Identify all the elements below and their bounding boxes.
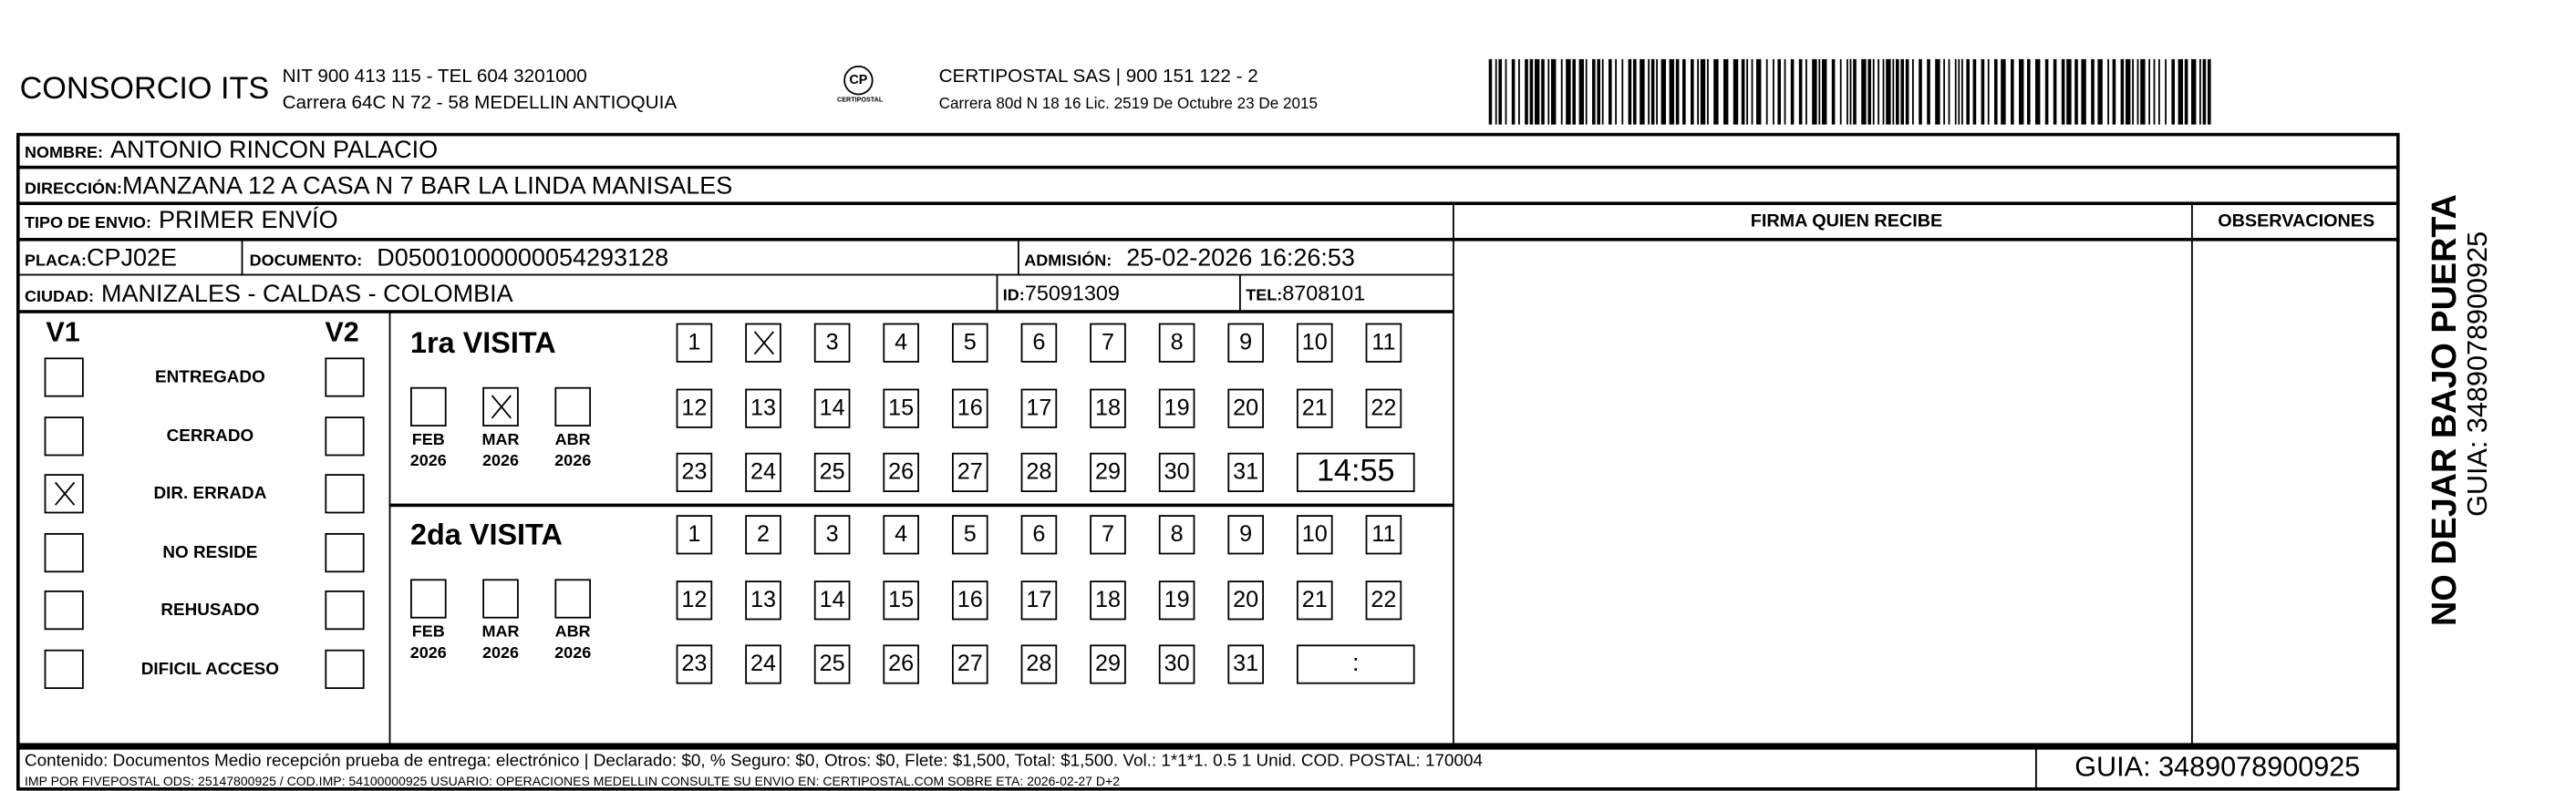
month-checkbox[interactable]: [482, 387, 519, 426]
barcode-bar: [1873, 59, 1875, 125]
v1-checkbox[interactable]: [45, 532, 84, 571]
barcode-bar: [1701, 59, 1705, 125]
month-checkbox[interactable]: [554, 387, 591, 426]
barcode-bar: [1525, 59, 1528, 125]
day-box[interactable]: 16: [952, 388, 988, 427]
barcode-bar: [2178, 59, 2183, 125]
barcode-bar: [1766, 59, 1768, 125]
day-box[interactable]: 17: [1021, 388, 1058, 427]
barcode-bar: [2126, 59, 2130, 125]
day-box[interactable]: 20: [1227, 580, 1264, 619]
status-label: ENTREGADO: [155, 367, 265, 387]
barcode-bar: [2035, 59, 2040, 125]
v2-checkbox[interactable]: [325, 474, 364, 513]
side-warning: NO DEJAR BAJO PUERTA: [2426, 194, 2464, 626]
day-box[interactable]: [745, 324, 781, 363]
day-box[interactable]: 30: [1159, 644, 1195, 683]
direccion-field: DIRECCIÓN:MANZANA 12 A CASA N 7 BAR LA LINDA MANISALES: [25, 172, 733, 200]
barcode-bar: [2097, 59, 2102, 125]
day-box[interactable]: 27: [952, 453, 988, 492]
barcode-bar: [1535, 59, 1539, 125]
barcode-bar: [1973, 59, 1977, 125]
day-box[interactable]: 7: [1090, 515, 1126, 554]
status-label: NO RESIDE: [162, 541, 258, 562]
barcode-bar: [1697, 59, 1699, 125]
day-box[interactable]: 1: [677, 324, 713, 363]
day-box[interactable]: 1: [677, 515, 713, 554]
barcode-bar: [1629, 59, 1632, 125]
barcode-bar: [2081, 59, 2085, 125]
barcode-bar: [1927, 59, 1930, 125]
barcode-bar: [2062, 59, 2065, 125]
barcode-bar: [1579, 59, 1584, 125]
nombre-field: NOMBRE: ANTONIO RINCON PALACIO: [25, 136, 439, 164]
day-box[interactable]: 8: [1159, 515, 1195, 554]
day-box[interactable]: 18: [1090, 580, 1126, 619]
v2-checkbox[interactable]: [325, 532, 364, 571]
status-label: CERRADO: [166, 426, 254, 446]
barcode-bar: [1958, 59, 1960, 125]
day-box[interactable]: 30: [1159, 453, 1195, 492]
day-box[interactable]: 22: [1366, 388, 1402, 427]
v1-header: V1: [46, 316, 80, 348]
barcode-bar: [1586, 59, 1588, 125]
time-box[interactable]: :: [1297, 644, 1415, 683]
barcode-bar: [2027, 59, 2031, 125]
day-box[interactable]: 28: [1021, 644, 1058, 683]
barcode-bar: [2158, 59, 2160, 125]
barcode-bar: [1791, 59, 1795, 125]
barcode-bar: [1661, 59, 1666, 125]
month-label: ABR 2026: [554, 623, 592, 663]
company-address: Carrera 64C N 72 - 58 MEDELLIN ANTIOQUIA: [282, 93, 678, 114]
barcode-bar: [1742, 59, 1745, 125]
day-box[interactable]: 13: [745, 388, 781, 427]
carrier-address: Carrera 80d N 18 16 Lic. 2519 De Octubre 23 De 2015: [938, 95, 1319, 114]
day-box[interactable]: 18: [1090, 388, 1126, 427]
day-box[interactable]: 26: [883, 453, 919, 492]
day-box[interactable]: 9: [1227, 515, 1264, 554]
barcode-bar: [1812, 59, 1816, 125]
barcode-bar: [2011, 59, 2014, 125]
status-label: REHUSADO: [160, 600, 260, 621]
barcode-bar: [1691, 59, 1694, 125]
barcode-bar: [1640, 59, 1644, 125]
barcode-bar: [1489, 59, 1493, 125]
day-box[interactable]: 29: [1090, 644, 1126, 683]
barcode-bar: [1733, 59, 1738, 125]
barcode-bar: [2019, 59, 2023, 125]
barcode-bar: [2154, 59, 2156, 125]
v2-checkbox[interactable]: [325, 649, 364, 688]
barcode-bar: [1541, 59, 1545, 125]
tel-field: TEL:8708101: [1246, 280, 1366, 305]
barcode-bar: [1847, 59, 1848, 125]
barcode-bar: [1547, 59, 1549, 125]
day-box[interactable]: 26: [883, 644, 919, 683]
barcode-bar: [1621, 59, 1623, 125]
barcode-bar: [2185, 59, 2188, 125]
footer-print-line: IMP POR FIVEPOSTAL ODS: 25147800925 / COD.IMP: 54100000925 USUARIO: OPERACIONES MEDELLIN CONSULTE SU ENVIO EN: CERTIPOSTAL.COM SOBRE ETA: 2026-02-27 D+2: [25, 774, 1121, 789]
day-box[interactable]: 4: [883, 515, 919, 554]
barcode-bar: [1597, 59, 1600, 125]
month-label: FEB 2026: [409, 623, 447, 663]
barcode-bar: [2148, 59, 2150, 125]
barcode-bar: [1615, 59, 1617, 125]
barcode-bar: [2001, 59, 2005, 125]
barcode-bar: [2074, 59, 2078, 125]
barcode-bar: [1840, 59, 1842, 125]
month-label: MAR 2026: [481, 623, 520, 663]
day-box[interactable]: 5: [952, 515, 988, 554]
barcode-bar: [1966, 59, 1970, 125]
day-box[interactable]: 14: [814, 388, 851, 427]
day-box[interactable]: 10: [1297, 324, 1333, 363]
day-box[interactable]: 14: [814, 580, 851, 619]
barcode-bar: [2203, 59, 2207, 125]
barcode-bar: [2054, 59, 2057, 125]
documento-field: DOCUMENTO: D05001000000054293128: [249, 244, 669, 272]
id-field: ID:75091309: [1002, 280, 1120, 305]
barcode: [1489, 59, 2218, 125]
day-box[interactable]: 3: [814, 324, 851, 363]
day-box[interactable]: 23: [677, 644, 713, 683]
day-box[interactable]: 27: [952, 644, 988, 683]
v2-checkbox[interactable]: [325, 357, 364, 396]
day-box[interactable]: 4: [883, 324, 919, 363]
barcode-bar: [1498, 59, 1502, 125]
company-name: CONSORCIO ITS: [19, 72, 270, 107]
barcode-bar: [1883, 59, 1885, 125]
month-label: ABR 2026: [554, 431, 592, 471]
placa-field: PLACA:CPJ02E: [25, 244, 178, 272]
barcode-bar: [1896, 59, 1899, 125]
day-box[interactable]: 21: [1297, 388, 1333, 427]
barcode-bar: [1670, 59, 1674, 125]
visit-title: 2da VISITA: [410, 518, 563, 551]
barcode-bar: [1961, 59, 1963, 125]
day-box[interactable]: 16: [952, 580, 988, 619]
barcode-bar: [1822, 59, 1826, 125]
barcode-bar: [1723, 59, 1728, 125]
barcode-bar: [2191, 59, 2196, 125]
day-box[interactable]: 19: [1159, 388, 1195, 427]
month-checkbox[interactable]: [410, 387, 447, 426]
barcode-bar: [1935, 59, 1940, 125]
ciudad-field: CIUDAD: MANIZALES - CALDAS - COLOMBIA: [25, 280, 513, 309]
barcode-bar: [1752, 59, 1754, 125]
day-box[interactable]: 12: [677, 388, 713, 427]
barcode-bar: [1602, 59, 1604, 125]
barcode-bar: [2140, 59, 2145, 125]
company-nit: NIT 900 413 115 - TEL 604 3201000: [282, 67, 587, 87]
barcode-bar: [1676, 59, 1680, 125]
barcode-bar: [1912, 59, 1914, 125]
barcode-bar: [1799, 59, 1803, 125]
v1-checkbox[interactable]: [45, 649, 84, 688]
barcode-bar: [1943, 59, 1945, 125]
barcode-bar: [1955, 59, 1957, 125]
barcode-bar: [1505, 59, 1507, 125]
barcode-bar: [1713, 59, 1718, 125]
v1-checkbox[interactable]: [45, 474, 84, 513]
v1-checkbox[interactable]: [45, 357, 84, 396]
barcode-bar: [1651, 59, 1655, 125]
day-box[interactable]: 11: [1366, 515, 1402, 554]
day-box[interactable]: 25: [814, 644, 851, 683]
barcode-bar: [1592, 59, 1596, 125]
day-box[interactable]: 7: [1090, 324, 1126, 363]
month-checkbox[interactable]: [482, 579, 519, 618]
barcode-bar: [2165, 59, 2167, 125]
day-box[interactable]: 5: [952, 324, 988, 363]
v2-checkbox[interactable]: [325, 591, 364, 630]
side-guia: GUIA: 3489078900925: [2462, 231, 2494, 517]
day-box[interactable]: 19: [1159, 580, 1195, 619]
month-label: MAR 2026: [481, 431, 520, 471]
barcode-bar: [1878, 59, 1879, 125]
barcode-bar: [1518, 59, 1520, 125]
status-label: DIFICIL ACCESO: [140, 658, 279, 679]
barcode-bar: [1919, 59, 1922, 125]
day-box[interactable]: 15: [883, 580, 919, 619]
barcode-bar: [1805, 59, 1807, 125]
month-checkbox[interactable]: [554, 579, 591, 618]
day-box[interactable]: 20: [1227, 388, 1264, 427]
barcode-bar: [1906, 59, 1909, 125]
month-checkbox[interactable]: [410, 579, 447, 618]
firma-header: FIRMA QUIEN RECIBE: [1750, 211, 1943, 231]
barcode-bar: [1561, 59, 1563, 125]
barcode-bar: [2091, 59, 2095, 125]
day-box[interactable]: 31: [1227, 453, 1264, 492]
day-box[interactable]: 12: [677, 580, 713, 619]
barcode-bar: [1746, 59, 1748, 125]
day-box[interactable]: 29: [1090, 453, 1126, 492]
barcode-bar: [1551, 59, 1556, 125]
day-box[interactable]: 23: [677, 453, 713, 492]
admision-field: ADMISIÓN: 25-02-2026 16:26:53: [1024, 244, 1355, 272]
day-box[interactable]: 31: [1227, 644, 1264, 683]
barcode-bar: [1566, 59, 1570, 125]
barcode-bar: [1773, 59, 1774, 125]
certipostal-logo: CP CERTIPOSTAL: [837, 66, 880, 108]
barcode-bar: [1648, 59, 1650, 125]
v1-checkbox[interactable]: [45, 591, 84, 630]
barcode-bar: [1861, 59, 1866, 125]
barcode-bar: [1832, 59, 1836, 125]
day-box[interactable]: 6: [1021, 324, 1058, 363]
time-box[interactable]: 14:55: [1297, 453, 1415, 492]
barcode-bar: [1886, 59, 1890, 125]
v1-checkbox[interactable]: [45, 416, 84, 455]
barcode-bar: [1900, 59, 1904, 125]
barcode-bar: [2132, 59, 2134, 125]
day-box[interactable]: 2: [745, 515, 781, 554]
barcode-bar: [1633, 59, 1637, 125]
day-box[interactable]: 6: [1021, 515, 1058, 554]
day-box[interactable]: 24: [745, 644, 781, 683]
barcode-bar: [1853, 59, 1857, 125]
barcode-bar: [2107, 59, 2109, 125]
barcode-bar: [1512, 59, 1516, 125]
day-box[interactable]: 24: [745, 453, 781, 492]
month-label: FEB 2026: [409, 431, 447, 471]
barcode-bar: [1850, 59, 1852, 125]
barcode-bar: [1609, 59, 1612, 125]
day-box[interactable]: 25: [814, 453, 851, 492]
barcode-bar: [2045, 59, 2049, 125]
day-box[interactable]: 15: [883, 388, 919, 427]
barcode-bar: [1981, 59, 1985, 125]
carrier-name: CERTIPOSTAL SAS | 900 151 122 - 2: [938, 67, 1258, 87]
day-box[interactable]: 13: [745, 580, 781, 619]
barcode-bar: [1682, 59, 1686, 125]
day-box[interactable]: 3: [814, 515, 851, 554]
day-box[interactable]: 28: [1021, 453, 1058, 492]
barcode-bar: [1656, 59, 1658, 125]
visit-title: 1ra VISITA: [410, 326, 556, 360]
barcode-bar: [1949, 59, 1950, 125]
barcode-bar: [1756, 59, 1761, 125]
barcode-bar: [2208, 59, 2211, 125]
status-label: DIR. ERRADA: [153, 484, 267, 504]
barcode-bar: [2121, 59, 2125, 125]
day-box[interactable]: 9: [1227, 324, 1264, 363]
day-box[interactable]: 22: [1366, 580, 1402, 619]
barcode-bar: [2066, 59, 2071, 125]
day-box[interactable]: 17: [1021, 580, 1058, 619]
barcode-bar: [1988, 59, 1990, 125]
barcode-bar: [2137, 59, 2139, 125]
day-box[interactable]: 10: [1297, 515, 1333, 554]
v2-header: V2: [325, 316, 359, 348]
barcode-bar: [1530, 59, 1534, 125]
barcode-bar: [2113, 59, 2116, 125]
footer-content-line: Contenido: Documentos Medio recepción prueba de entrega: electrónico | Declarado: $0, % Seguro: $0, Otros: $0, Flete: $1,500, Total: $1,500. Vol.: 1*1*1. 0.5 1 Unid. COD. POSTAL: 170004: [25, 751, 1484, 771]
barcode-bar: [1867, 59, 1871, 125]
barcode-bar: [1994, 59, 1998, 125]
day-box[interactable]: 8: [1159, 324, 1195, 363]
barcode-bar: [2171, 59, 2175, 125]
day-box[interactable]: 11: [1366, 324, 1402, 363]
barcode-bar: [1572, 59, 1576, 125]
v2-checkbox[interactable]: [325, 416, 364, 455]
observaciones-header: OBSERVACIONES: [2218, 211, 2375, 231]
tipo-envio-field: TIPO DE ENVIO: PRIMER ENVÍO: [25, 206, 338, 235]
barcode-bar: [1707, 59, 1709, 125]
barcode-bar: [1785, 59, 1786, 125]
barcode-bar: [1777, 59, 1781, 125]
day-box[interactable]: 21: [1297, 580, 1333, 619]
barcode-bar: [1818, 59, 1820, 125]
barcode-bar: [1892, 59, 1894, 125]
barcode-bar: [2199, 59, 2201, 125]
barcode-bar: [1495, 59, 1497, 125]
footer-guia: GUIA: 3489078900925: [2074, 751, 2361, 783]
